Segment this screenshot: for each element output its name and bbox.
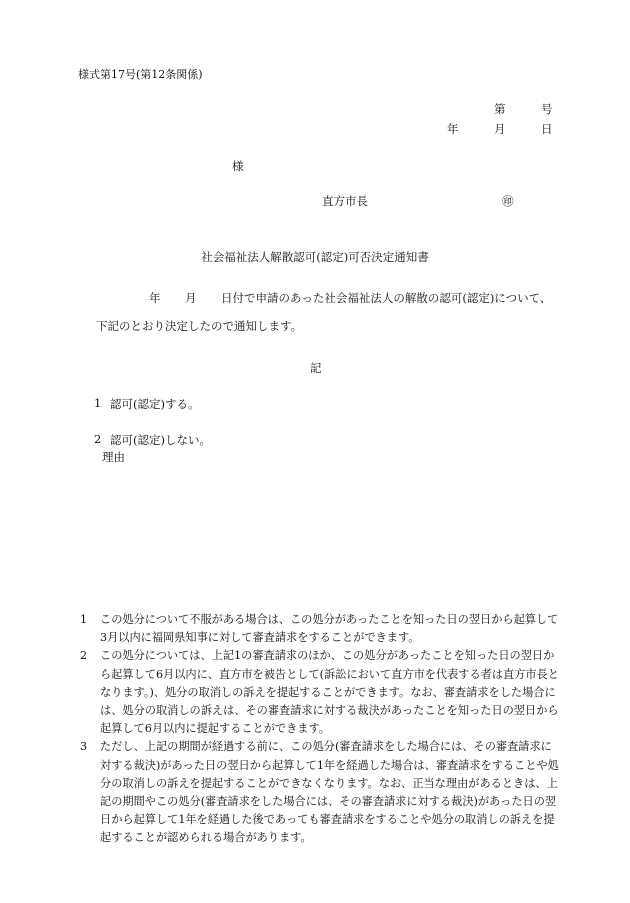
body-month: 月 xyxy=(185,291,197,305)
note-1-text: この処分について不服がある場合は、この処分があったことを知った日の翌日から起算して3月以内に福岡県知事に対して審査請求をすることができます。 xyxy=(100,613,559,645)
note-3 xyxy=(80,738,560,847)
issuer: 直方市長 xyxy=(322,194,368,208)
body-line1: 日付で申請のあった社会福祉法人の解散の認可(認定)について、 xyxy=(221,291,552,305)
item-1-text: 認可(認定)する。 xyxy=(110,397,200,411)
document-title: 社会福祉法人解散認可(認定)可否決定通知書 xyxy=(201,250,429,264)
item-2-text: 認可(認定)しない。 xyxy=(110,433,211,447)
number-suffix: 号 xyxy=(541,102,553,116)
note-2 xyxy=(80,647,560,738)
note-1 xyxy=(80,611,560,647)
reason-label: 理由 xyxy=(102,450,125,464)
date-day: 日 xyxy=(541,122,553,136)
notes-section xyxy=(80,611,560,848)
note-2-number: 2 xyxy=(80,649,88,663)
ki-heading: 記 xyxy=(310,361,322,375)
body-year: 年 xyxy=(149,291,161,305)
item-1-number: 1 xyxy=(94,396,102,410)
date-month: 月 xyxy=(494,122,506,136)
note-3-text: ただし、上記の期間が経過する前に、この処分(審査請求をした場合には、その審査請求に対する裁決)があった日の翌日から起算して1年を経過した場合は、審査請求をすることや処分の取消しの訴えを提起することができなくなります。なお、正当な理由があるときは、上記の期間やこの処分(審査請求をした場合には、その審査請求に対する裁決)があった日の翌日から起算して1年を経過した後であっても審査請求をすることや処分の取消しの訴えを提起することが認められる場合があります。 xyxy=(100,740,559,845)
note-3-number: 3 xyxy=(80,740,88,754)
addressee-suffix: 様 xyxy=(232,159,244,173)
number-label: 第 xyxy=(494,102,506,116)
form-label: 様式第17号(第12条関係) xyxy=(78,68,203,81)
body-line2: 下記のとおり決定したので通知します。 xyxy=(96,319,303,333)
note-1-number: 1 xyxy=(80,613,88,626)
note-2-text: この処分については、上記1の審査請求のほか、この処分があったことを知った日の翌日から起算して6月以内に、直方市を被告として(訴訟において直方市を代表する者は直方市長となります。)、処分の取消しの訴えを提起することができます。なお、審査請求をした場合には、処分の取消しの訴えは、その審査請求に対する裁決があったことを知った日の翌日から起算して6月以内に提起することができます。 xyxy=(100,649,559,736)
seal-mark: ㊞ xyxy=(502,194,514,208)
date-year: 年 xyxy=(447,122,459,136)
item-2-number: 2 xyxy=(94,432,102,446)
